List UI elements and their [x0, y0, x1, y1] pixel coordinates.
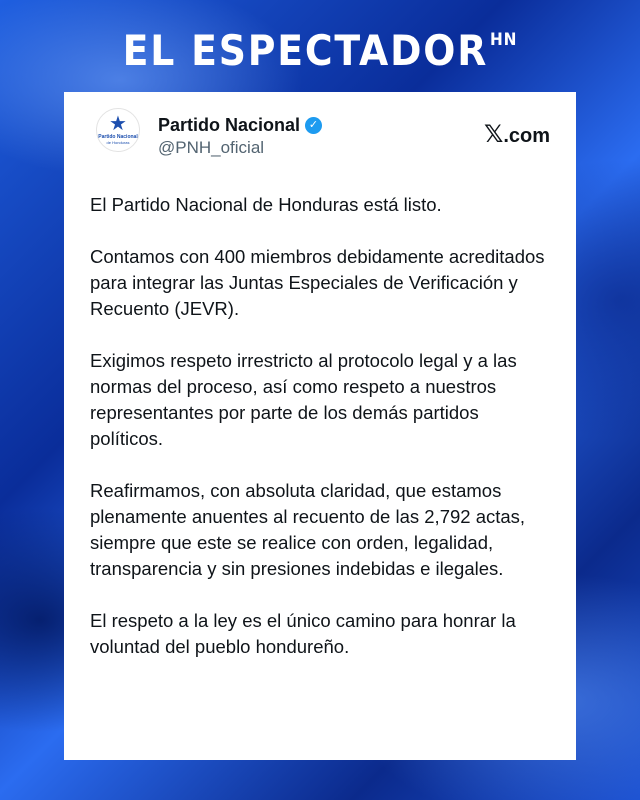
- avatar-label-1: Partido Nacional: [98, 134, 138, 140]
- verified-badge-icon: ✓: [305, 117, 322, 134]
- post-body: [80, 192, 560, 660]
- x-logo-icon: 𝕏: [483, 121, 504, 148]
- brand-logo: [32, 14, 608, 77]
- brand-title: EL ESPECTADOR: [122, 26, 489, 75]
- avatar-label-2: de Honduras: [106, 140, 130, 145]
- x-domain: .com: [503, 125, 550, 147]
- post-header: [80, 92, 560, 174]
- post-card: [64, 92, 576, 760]
- post-paragraph: Contamos con 400 miembros debidamente acreditados para integrar las Juntas Especiales de Verificación y Recuento (JEVR).: [90, 246, 545, 319]
- avatar[interactable]: [96, 108, 140, 152]
- author-name-row: [158, 114, 322, 136]
- post-paragraph: Reafirmamos, con absoluta claridad, que estamos plenamente anuentes al recuento de las 2,792 actas, siempre que este se realice con orden, legalidad, transparencia y sin presiones indebidas e ilegales.: [90, 480, 526, 579]
- author-name[interactable]: Partido Nacional: [158, 114, 301, 135]
- star-icon: ★: [109, 113, 127, 135]
- brand-suffix: HN: [489, 30, 518, 50]
- x-com-source: [484, 120, 550, 149]
- author-handle[interactable]: @PNH_oficial: [158, 138, 265, 157]
- post-paragraph: El Partido Nacional de Honduras está listo.: [90, 194, 442, 215]
- post-paragraph: El respeto a la ley es el único camino para honrar la voluntad del pueblo hondureño.: [90, 610, 516, 657]
- post-paragraph: Exigimos respeto irrestricto al protocolo legal y a las normas del proceso, así como respeto a nuestros representantes por parte de los demás partidos políticos.: [90, 350, 517, 449]
